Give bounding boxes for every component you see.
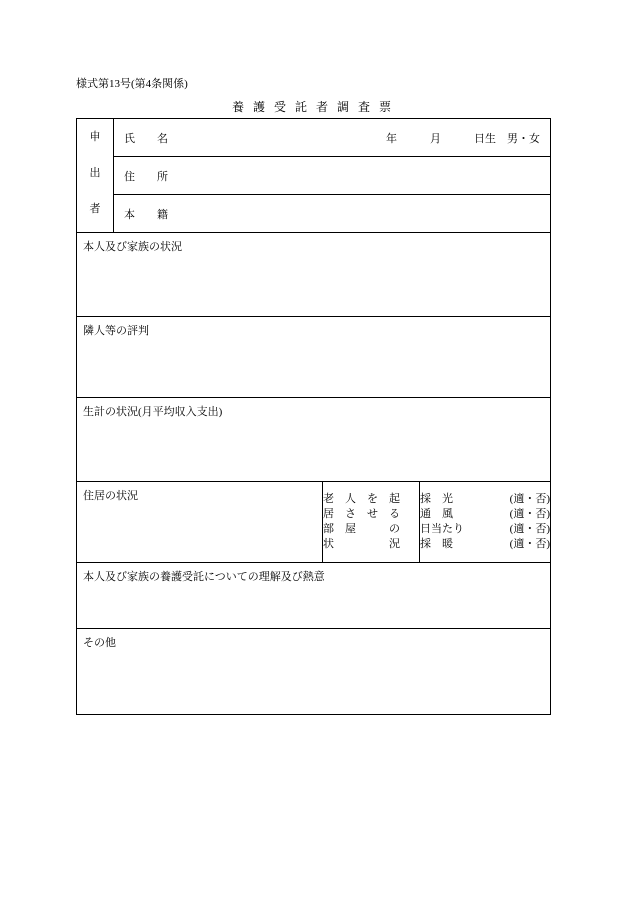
housing-item-ventilation-label: 通 風 <box>420 508 453 520</box>
room-label-line-2 <box>323 507 419 522</box>
table-row <box>77 195 551 233</box>
table-row <box>77 119 551 157</box>
applicant-label-char-2: 出 <box>89 167 101 179</box>
section-title-livelihood: 生計の状況(月平均収入支出) <box>83 406 223 418</box>
housing-item-heating-label: 採 暖 <box>420 538 453 550</box>
room-label-text-2: 居 さ せ る <box>323 508 400 520</box>
room-label-text-4: 状 況 <box>323 538 400 550</box>
section-title-housing: 住居の状況 <box>83 490 138 502</box>
housing-item-sunlight-label: 日当たり <box>420 523 464 535</box>
table-row <box>323 482 551 562</box>
table-row <box>77 157 551 195</box>
registry-field-cell[interactable] <box>114 195 551 233</box>
table-row <box>77 398 551 482</box>
room-condition-label-cell <box>323 482 420 562</box>
housing-detail-table <box>322 482 550 562</box>
housing-item-ventilation-value[interactable]: (適・否) <box>509 508 550 520</box>
section-family-situation[interactable] <box>77 233 551 317</box>
housing-item-lighting-label: 採 光 <box>420 493 453 505</box>
registry-label: 本 籍 <box>124 209 168 221</box>
room-label-text-1: 老 人 を 起 <box>323 493 400 505</box>
housing-item-heating-value[interactable]: (適・否) <box>509 538 550 550</box>
applicant-label-char-1: 申 <box>89 131 101 143</box>
housing-item-sunlight[interactable] <box>420 522 550 537</box>
housing-item-lighting-value[interactable]: (適・否) <box>509 493 550 505</box>
name-field-cell[interactable] <box>114 119 551 157</box>
applicant-vertical-label <box>77 119 114 233</box>
section-title-other: その他 <box>83 637 116 649</box>
birthdate-gender-label: 年 月 日生 男・女 <box>386 133 540 145</box>
table-row <box>77 629 551 715</box>
section-housing[interactable] <box>77 482 551 563</box>
name-label: 氏 名 <box>124 133 168 145</box>
section-title-understanding: 本人及び家族の養護受託についての理解及び熱意 <box>83 571 325 583</box>
address-label: 住 所 <box>124 171 168 183</box>
section-title-neighbor-reputation: 隣人等の評判 <box>83 325 149 337</box>
room-label-line-1 <box>323 492 419 507</box>
form-number: 様式第13号(第4条関係) <box>76 78 188 90</box>
address-field-cell[interactable] <box>114 157 551 195</box>
table-row <box>77 317 551 398</box>
room-label-line-3 <box>323 522 419 537</box>
housing-item-lighting[interactable] <box>420 492 550 507</box>
survey-form-table <box>76 118 551 715</box>
room-condition-values-cell[interactable] <box>420 482 551 562</box>
page-title: 養 護 受 託 者 調 査 票 <box>231 100 394 114</box>
table-row <box>77 563 551 629</box>
housing-item-heating[interactable] <box>420 537 550 552</box>
section-understanding[interactable] <box>77 563 551 629</box>
section-neighbor-reputation[interactable] <box>77 317 551 398</box>
applicant-label-char-3: 者 <box>89 203 101 215</box>
section-title-family-situation: 本人及び家族の状況 <box>83 241 182 253</box>
housing-item-ventilation[interactable] <box>420 507 550 522</box>
section-other[interactable] <box>77 629 551 715</box>
room-label-line-4 <box>323 537 419 552</box>
room-label-text-3: 部 屋 の <box>323 523 400 535</box>
table-row <box>77 482 551 563</box>
housing-item-sunlight-value[interactable]: (適・否) <box>509 523 550 535</box>
table-row <box>77 233 551 317</box>
section-livelihood[interactable] <box>77 398 551 482</box>
